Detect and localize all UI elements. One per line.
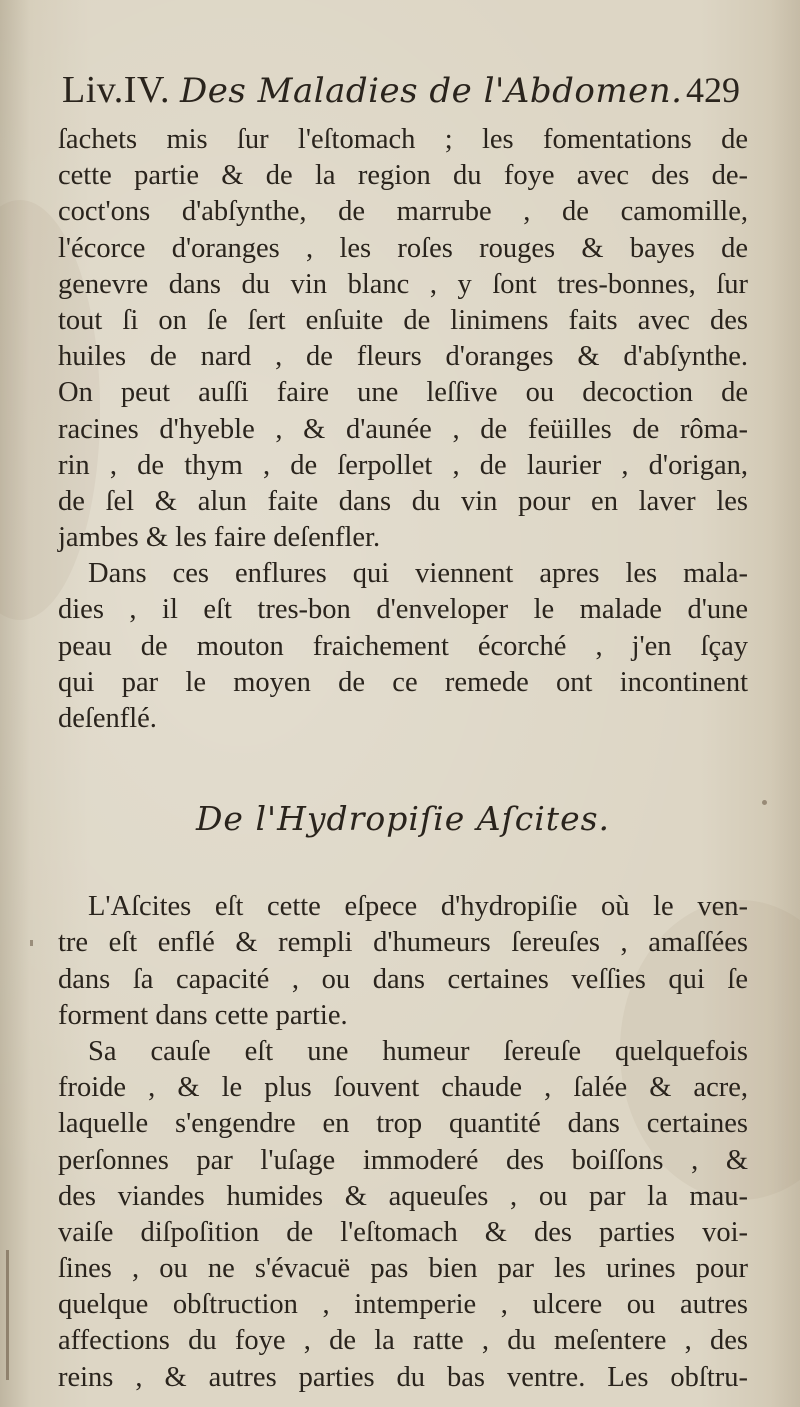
text-line: ſines , ou ne s'évacuë pas bien par les urines pour — [58, 1253, 748, 1285]
text-line: tre eſt enflé & rempli d'humeurs ſereuſes , amaſſées — [58, 927, 748, 959]
text-line: rin , de thym , de ſerpollet , de laurier , d'origan, — [58, 449, 748, 481]
text-line: tout ſi on ſe ſert enſuite de linimens faits avec des — [58, 304, 748, 336]
running-title: Des Maladies de l'Abdomen. — [180, 71, 683, 111]
paragraph — [58, 122, 748, 556]
text-line: Sa cauſe eſt une humeur ſereuſe quelquefois — [88, 1035, 748, 1067]
text-line: des viandes humides & aqueuſes , ou par la mau- — [58, 1180, 748, 1212]
text-line: coct'ons d'abſynthe, de marrube , de camomille, — [58, 196, 748, 228]
text-line: qui par le moyen de ce remede ont incontinent — [58, 666, 748, 698]
text-line: affections du foye , de la ratte , du meſentere , des — [58, 1325, 748, 1357]
text-line: dans ſa capacité , ou dans certaines veſſies qui ſe — [58, 963, 748, 995]
text-line: genevre dans du vin blanc , y ſont tres-bonnes, ſur — [58, 268, 748, 300]
margin-mark — [6, 1250, 9, 1380]
running-head: Liv.IV. — [62, 69, 170, 111]
paragraph — [58, 889, 748, 1034]
text-line: froide , & le plus ſouvent chaude , ſalée & acre, — [58, 1072, 748, 1104]
text-line: vaiſe diſpoſition de l'eſtomach & des parties voi- — [58, 1216, 748, 1248]
text-line: jambes & les faire deſenfler. — [58, 522, 381, 554]
text-line: Dans ces enflures qui viennent apres les mala- — [88, 558, 748, 590]
section-title: De l'Hydropiſie Aſcites. — [195, 799, 611, 839]
text-line: racines d'hyeble , & d'aunée , de feüilles de rôma- — [58, 413, 748, 445]
text-line: huiles de nard , de fleurs d'oranges & d'abſynthe. — [58, 341, 748, 373]
text-line: de ſel & alun faite dans du vin pour en laver les — [58, 485, 748, 517]
body-text — [58, 122, 748, 1396]
text-line: ſachets mis ſur l'eſtomach ; les fomentations de — [58, 124, 748, 155]
paragraph — [58, 1034, 748, 1396]
text-line: l'écorce d'oranges , les roſes rouges & bayes de — [58, 232, 748, 264]
text-line: cette partie & de la region du foye avec des de- — [58, 160, 748, 192]
margin-mark — [30, 940, 33, 946]
text-line: reins , & autres parties du bas ventre. Les obſtru- — [58, 1361, 748, 1393]
text-line: perſonnes par l'uſage immoderé des boiſſons , & — [58, 1144, 748, 1176]
text-line: laquelle s'engendre en trop quantité dans certaines — [58, 1108, 748, 1140]
text-line: deſenflé. — [58, 703, 157, 734]
text-line: quelque obſtruction , intemperie , ulcere ou autres — [58, 1289, 748, 1321]
paragraph — [58, 556, 748, 737]
text-line: peau de mouton fraichement écorché , j'en ſçay — [58, 630, 748, 662]
text-line: dies , il eſt tres-bon d'enveloper le malade d'une — [58, 594, 748, 626]
margin-mark — [762, 800, 767, 805]
text-line: L'Aſcites eſt cette eſpece d'hydropiſie où le ven- — [88, 891, 748, 923]
running-header — [62, 68, 740, 122]
page-number: 429 — [686, 70, 740, 110]
text-line: On peut auſſi faire une leſſive ou decoction de — [58, 377, 748, 409]
text-line: forment dans cette partie. — [58, 999, 348, 1031]
